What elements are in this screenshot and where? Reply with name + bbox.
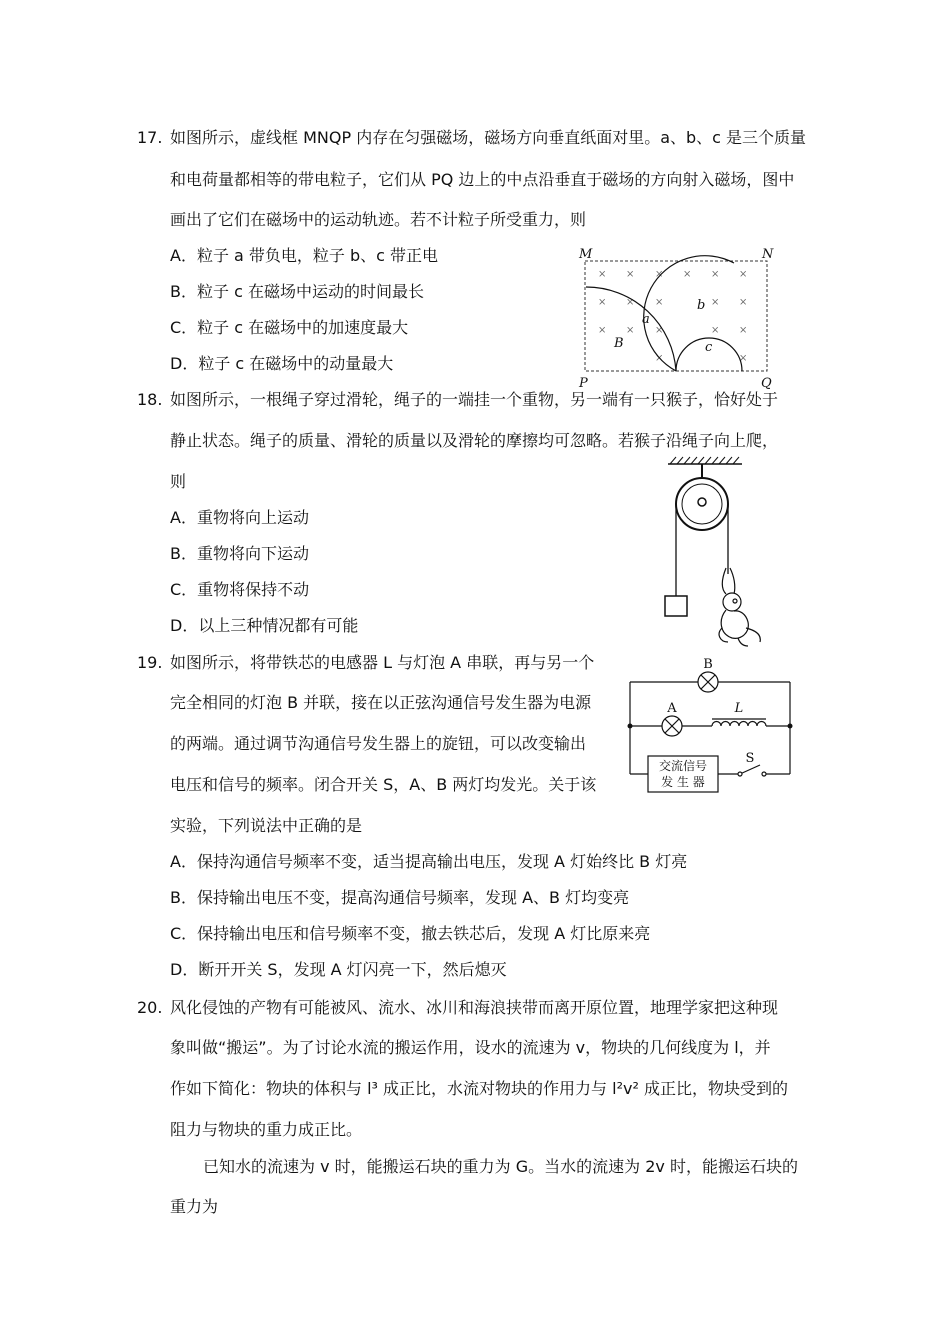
question-20-stem-line-4: 阻力与物块的重力成正比。 [170,1120,363,1139]
question-18-number: 18. [137,390,163,409]
question-19-stem-line-3: 的两端。通过调节沟通信号发生器上的旋钮，可以改变输出 [170,734,587,753]
question-20-stem-line-3: 作如下简化：物块的体积与 l³ 成正比，水流对物块的作用力与 l²v² 成正比，物块受到的 [170,1079,788,1098]
label-b: b [697,298,706,313]
label-M: M [579,247,593,262]
question-18-stem-line-2: 静止状态。绳子的质量、滑轮的质量以及滑轮的摩擦均可忽略。若猴子沿绳子向上爬， [170,431,779,450]
lamp-A [662,716,682,736]
question-18-stem-line-1: 如图所示，一根绳子穿过滑轮，绳子的一端挂一个重物，另一端有一只猴子，恰好处于 [170,390,779,409]
question-17-number: 17. [137,128,163,147]
question-17-stem-line-1: 如图所示，虚线框 MNQP 内存在匀强磁场，磁场方向垂直纸面对里。a、b、c 是三个质量 [170,128,807,147]
ceiling-hatch [670,457,739,464]
question-18-option-b: B．重物将向下运动 [170,544,309,563]
label-a: a [642,312,650,327]
label-Q: Q [761,376,772,390]
magnetic-field-figure [575,243,780,390]
question-17-stem-line-2: 和电荷量都相等的带电粒子，它们从 PQ 边上的中点沿垂直于磁场的方向射入磁场，图中 [170,170,795,189]
svg-text:×: × [598,325,607,336]
question-17-stem-line-3: 画出了它们在磁场中的运动轨迹。若不计粒子所受重力，则 [170,210,587,229]
question-19-number: 19. [137,653,163,672]
lamp-B [698,672,718,692]
question-17-option-d: D．粒子 c 在磁场中的动量最大 [170,354,394,373]
svg-text:×: × [739,269,748,280]
question-18-option-a: A．重物将向上运动 [170,508,309,527]
svg-text:×: × [626,269,635,280]
svg-text:×: × [655,353,664,364]
svg-text:×: × [739,325,748,336]
question-18-option-d: D．以上三种情况都有可能 [170,616,359,635]
label-N: N [762,247,774,262]
question-19-option-d: D．断开开关 S，发现 A 灯闪亮一下，然后熄灭 [170,960,507,979]
svg-text:×: × [655,297,664,308]
svg-text:×: × [711,297,720,308]
generator-label-1: 交流信号 [658,759,708,773]
question-19-stem-line-5: 实验，下列说法中正确的是 [170,816,363,835]
svg-text:×: × [711,325,720,336]
question-20-para2-line-2: 重力为 [170,1197,219,1216]
label-P: P [579,376,588,390]
svg-text:×: × [683,269,692,280]
svg-text:×: × [598,269,607,280]
question-19-option-a: A．保持沟通信号频率不变，适当提高输出电压，发现 A 灯始终比 B 灯亮 [170,852,688,871]
svg-text:×: × [598,297,607,308]
question-18-stem-line-3: 则 [170,472,187,491]
question-18-option-c: C．重物将保持不动 [170,580,310,599]
question-19-stem-line-1: 如图所示，将带铁芯的电感器 L 与灯泡 A 串联，再与另一个 [170,653,595,672]
svg-text:×: × [655,325,664,336]
question-17-option-b: B．粒子 c 在磁场中运动的时间最长 [170,282,424,301]
label-B: B [614,336,624,351]
svg-text:×: × [711,269,720,280]
label-S: S [745,751,755,766]
question-20-number: 20. [137,998,163,1017]
circuit-figure [622,652,800,800]
switch-lever [740,765,760,774]
question-19-stem-line-4: 电压和信号的频率。闭合开关 S，A、B 两灯均发光。关于该 [170,775,597,794]
question-17-option-c: C．粒子 c 在磁场中的加速度最大 [170,318,409,337]
question-19-option-c: C．保持输出电压和信号频率不变，撤去铁芯后，发现 A 灯比原来亮 [170,924,651,943]
monkey [719,568,760,646]
question-20-stem-line-2: 象叫做“搬运”。为了讨论水流的搬运作用，设水的流速为 v，物块的几何线度为 l，并 [170,1038,771,1057]
question-17-option-a: A．粒子 a 带负电，粒子 b、c 带正电 [170,246,439,265]
question-20-stem-line-1: 风化侵蚀的产物有可能被风、流水、冰川和海浪挟带而离开原位置，地理学家把这种现 [170,998,779,1017]
svg-text:×: × [739,297,748,308]
question-19-option-b: B．保持输出电压不变，提高沟通信号频率，发现 A、B 灯均变亮 [170,888,630,907]
question-20-para2-line-1: 已知水的流速为 v 时，能搬运石块的重力为 G。当水的流速为 2v 时，能搬运石块的 [203,1157,798,1176]
label-L: L [734,701,744,716]
label-c: c [705,340,713,355]
svg-text:×: × [626,297,635,308]
pulley-figure [650,456,775,656]
label-A: A [667,701,677,716]
svg-text:×: × [626,325,635,336]
question-19-stem-line-2: 完全相同的灯泡 B 并联，接在以正弦沟通信号发生器为电源 [170,693,592,712]
generator-label-2: 发 生 器 [661,775,705,789]
weight-block [665,596,687,616]
label-B: B [703,657,713,672]
svg-text:×: × [739,353,748,364]
pulley-axle [698,498,706,506]
svg-text:×: × [655,269,664,280]
inductor-coil [712,722,766,727]
